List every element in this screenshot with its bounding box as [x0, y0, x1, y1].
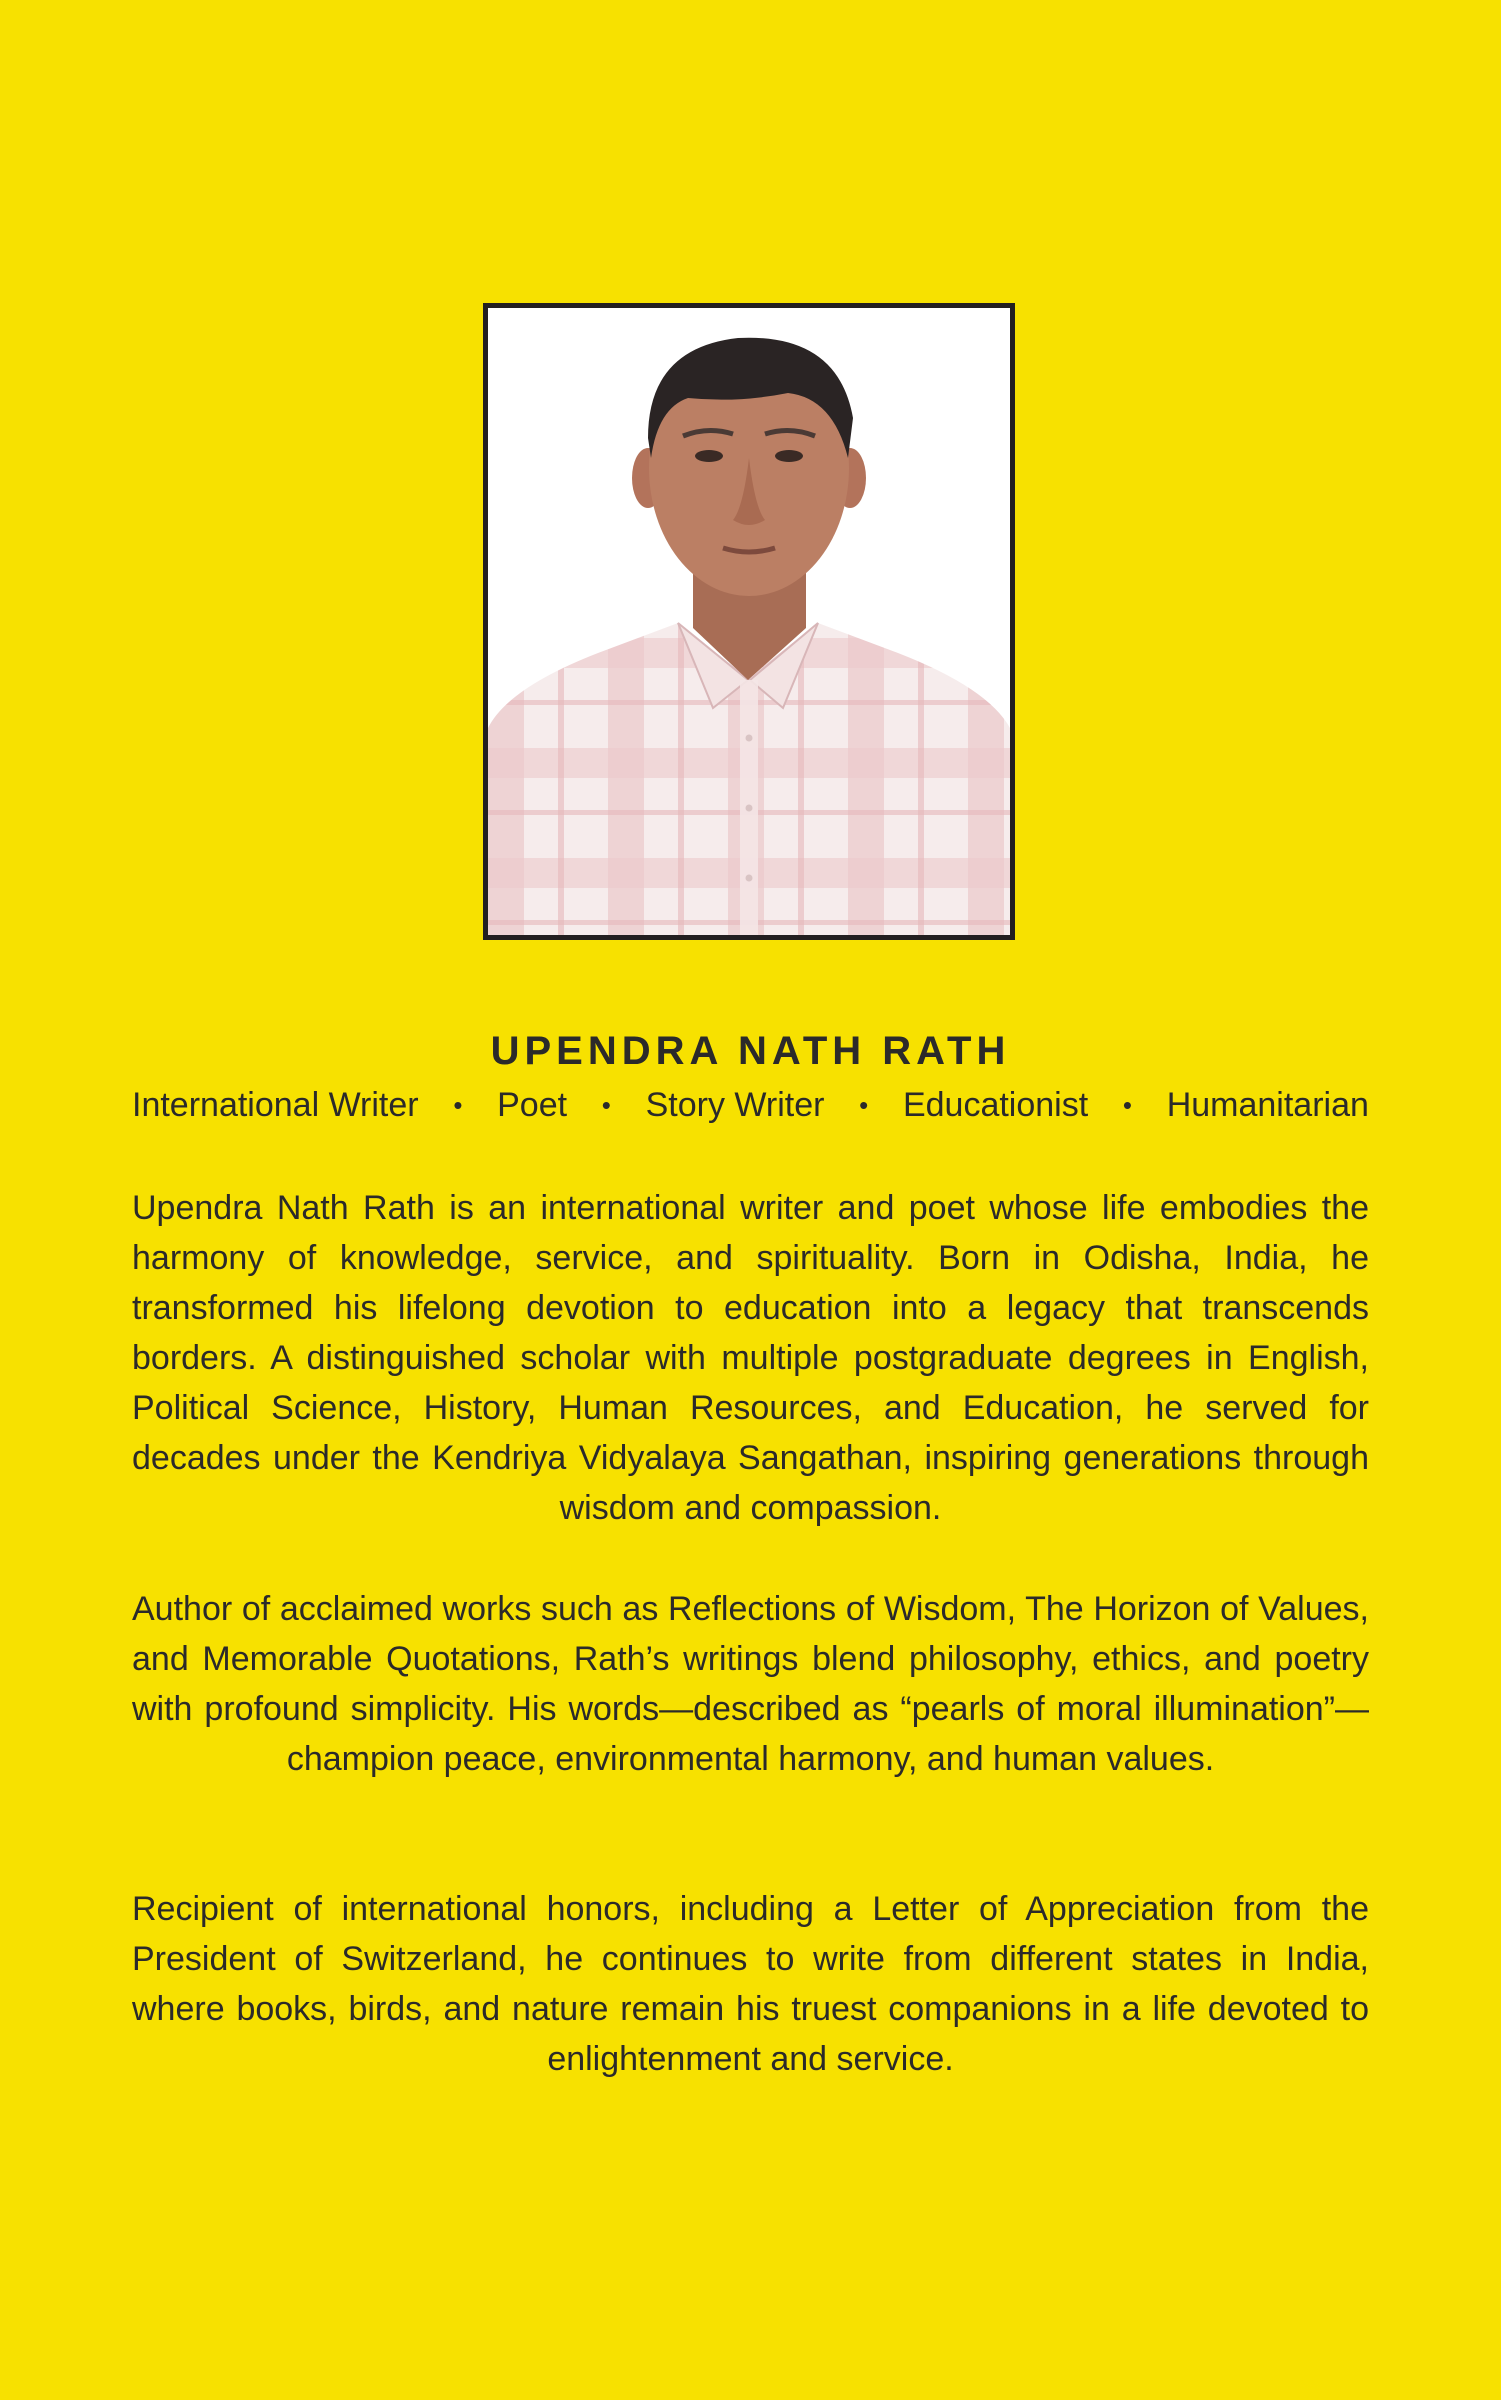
role-separator: •	[859, 1090, 869, 1120]
role-separator: •	[601, 1090, 611, 1120]
role-item: Humanitarian	[1166, 1086, 1369, 1124]
bio-paragraph: Upendra Nath Rath is an international writer and poet whose life embodies the harmony of knowledge, service, and spirituality. Born in Odisha, India, he transformed his lifelong devotion to education into a legacy that transcends borders. A distinguished scholar with multiple postgraduate degrees in English, Political Science, History, Human Resources, and Education, he served for decades under the Kendriya Vidyalaya Sangathan, inspiring generations through wisdom and compassion.	[132, 1189, 1369, 1527]
role-item: International Writer	[132, 1086, 419, 1124]
role-separator: •	[1122, 1090, 1132, 1120]
bio-paragraph: Recipient of international honors, including a Letter of Appreciation from the President of Switzerland, he continues to write from different states in India, where books, birds, and nature remain his truest companions in a life devoted to enlightenment and service.	[132, 1890, 1369, 2078]
role-item: Story Writer	[645, 1086, 825, 1124]
role-item: Educationist	[902, 1086, 1089, 1124]
role-item: Poet	[497, 1086, 568, 1124]
author-photo	[483, 303, 1015, 940]
bio-paragraph: Author of acclaimed works such as Reflections of Wisdom, The Horizon of Values, and Memorable Quotations, Rath’s writings blend philosophy, ethics, and poetry with profound simplicity. His words—described as “pearls of moral illumination”—champion peace, environmental harmony, and human values.	[132, 1590, 1369, 1778]
author-name: UPENDRA NATH RATH	[490, 1029, 1011, 1073]
role-separator: •	[453, 1090, 463, 1120]
author-portrait-photo	[488, 308, 1010, 935]
author-roles	[132, 1086, 1369, 1125]
